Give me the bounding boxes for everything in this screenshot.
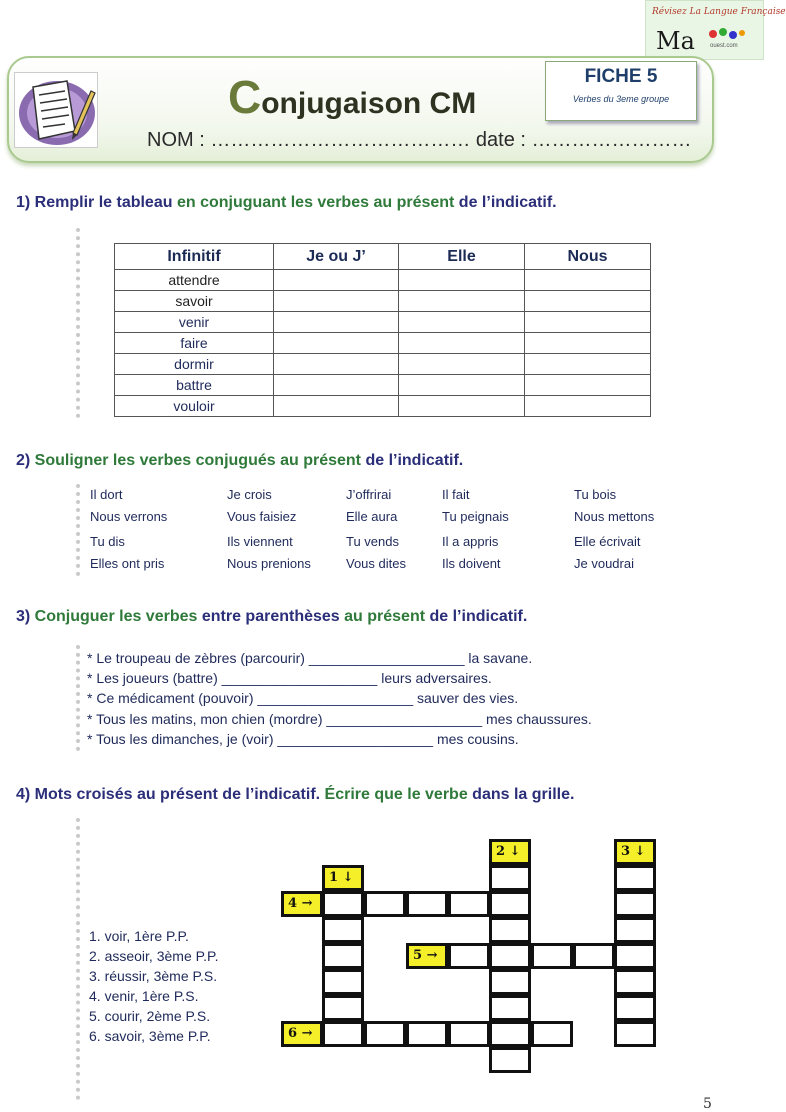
crossword-cell[interactable] bbox=[448, 1021, 490, 1047]
section-3-part2: entre parenthèses bbox=[197, 608, 340, 625]
infinitive-cell: venir bbox=[115, 312, 274, 333]
section-1-number: 1) bbox=[16, 194, 31, 211]
section-3-number: 3) bbox=[16, 608, 31, 625]
table-row bbox=[115, 291, 651, 312]
answer-cell[interactable] bbox=[274, 396, 399, 417]
header-nous: Nous bbox=[525, 244, 651, 270]
title-initial: C bbox=[228, 71, 262, 123]
verb-item[interactable]: Vous faisiez bbox=[227, 509, 297, 524]
infinitive-cell: attendre bbox=[115, 270, 274, 291]
answer-cell[interactable] bbox=[399, 375, 525, 396]
answer-cell[interactable] bbox=[274, 270, 399, 291]
verb-item[interactable]: Nous mettons bbox=[574, 509, 655, 524]
answer-cell[interactable] bbox=[274, 354, 399, 375]
section-1-part2: en conjuguant les verbes au présent bbox=[172, 194, 455, 211]
crossword-number-cell bbox=[489, 839, 531, 865]
infinitive-cell: savoir bbox=[115, 291, 274, 312]
answer-cell[interactable] bbox=[399, 270, 525, 291]
clue-number-label: 5 → bbox=[413, 948, 438, 963]
answer-cell[interactable] bbox=[399, 333, 525, 354]
verb-item[interactable]: Je crois bbox=[227, 487, 272, 502]
answer-cell[interactable] bbox=[525, 396, 651, 417]
section-4-part2: Écrire que le verbe bbox=[320, 786, 468, 803]
site-logo bbox=[645, 0, 786, 60]
table-header-row bbox=[115, 244, 651, 270]
crossword-cell[interactable] bbox=[322, 969, 364, 995]
clue-item: 6. savoir, 3ème P.P. bbox=[89, 1028, 211, 1044]
clue-item: 1. voir, 1ère P.P. bbox=[89, 928, 189, 944]
crossword-cell[interactable] bbox=[614, 1021, 656, 1047]
section-2-part1: Souligner les verbes conjugués au présent bbox=[30, 452, 361, 469]
clue-item: 3. réussir, 3ème P.S. bbox=[89, 968, 218, 984]
section-2-title bbox=[16, 452, 463, 470]
section-1-part1: Remplir le tableau bbox=[30, 194, 173, 211]
crossword-cell[interactable] bbox=[406, 1021, 448, 1047]
section-1-title bbox=[16, 194, 557, 212]
sentence-line[interactable]: * Le troupeau de zèbres (parcourir) ____________________ la savane. bbox=[87, 650, 533, 666]
crossword-number-cell bbox=[406, 943, 448, 969]
crossword-cell[interactable] bbox=[322, 995, 364, 1021]
section-4-title bbox=[16, 786, 574, 804]
verb-item[interactable]: Il dort bbox=[90, 487, 123, 502]
crossword-cell[interactable] bbox=[489, 943, 531, 969]
crossword-cell[interactable] bbox=[489, 969, 531, 995]
verb-item[interactable]: Tu vends bbox=[346, 534, 399, 549]
title-rest: onjugaison CM bbox=[261, 87, 477, 120]
section-3-part4: de l’indicatif. bbox=[425, 608, 528, 625]
writing-paper-icon bbox=[14, 72, 98, 148]
section-3-title bbox=[16, 608, 527, 626]
crossword-cell[interactable] bbox=[614, 917, 656, 943]
answer-cell[interactable] bbox=[274, 333, 399, 354]
crossword-cell[interactable] bbox=[489, 1021, 531, 1047]
table-row bbox=[115, 333, 651, 354]
section-3-part1: Conjuguer les verbes bbox=[30, 608, 198, 625]
crossword-cell[interactable] bbox=[322, 1021, 364, 1047]
dotted-margin bbox=[76, 484, 80, 576]
answer-cell[interactable] bbox=[525, 291, 651, 312]
crossword-cell[interactable] bbox=[531, 943, 573, 969]
crossword-cell[interactable] bbox=[448, 943, 490, 969]
verb-item[interactable]: Tu peignais bbox=[442, 509, 509, 524]
clue-item: 4. venir, 1ère P.S. bbox=[89, 988, 199, 1004]
answer-cell[interactable] bbox=[525, 375, 651, 396]
crossword-cell[interactable] bbox=[448, 891, 490, 917]
table-row bbox=[115, 375, 651, 396]
crossword-cell[interactable] bbox=[614, 865, 656, 891]
fiche-title: FICHE 5 bbox=[584, 66, 658, 87]
crossword-cell[interactable] bbox=[322, 917, 364, 943]
verb-item[interactable]: Nous verrons bbox=[90, 509, 168, 524]
clue-number-label: 6 → bbox=[288, 1026, 313, 1041]
answer-cell[interactable] bbox=[274, 312, 399, 333]
verb-item[interactable]: Ils doivent bbox=[442, 556, 501, 571]
section-4-part3: dans la grille. bbox=[467, 786, 575, 803]
verb-item[interactable]: Elle aura bbox=[346, 509, 398, 524]
dotted-margin bbox=[76, 645, 80, 751]
crossword-cell[interactable] bbox=[406, 891, 448, 917]
fiche-box bbox=[545, 61, 697, 121]
crossword-cell[interactable] bbox=[489, 891, 531, 917]
crossword-cell[interactable] bbox=[364, 1021, 406, 1047]
section-1-part3: de l’indicatif. bbox=[454, 194, 557, 211]
table-row bbox=[115, 354, 651, 375]
crossword-cell[interactable] bbox=[322, 943, 364, 969]
name-date-line: NOM : ………………………………… date : …………………… bbox=[147, 129, 692, 151]
conjugation-table bbox=[114, 243, 651, 417]
table-row bbox=[115, 270, 651, 291]
clue-item: 5. courir, 2ème P.S. bbox=[89, 1008, 211, 1024]
verb-item[interactable]: Elles ont pris bbox=[90, 556, 165, 571]
section-4-number: 4) bbox=[16, 786, 31, 803]
clue-number-label: 2 ↓ bbox=[496, 844, 521, 859]
answer-cell[interactable] bbox=[274, 291, 399, 312]
section-3-part3: au présent bbox=[339, 608, 426, 625]
dotted-margin bbox=[76, 818, 80, 1100]
answer-cell[interactable] bbox=[399, 312, 525, 333]
infinitive-cell: battre bbox=[115, 375, 274, 396]
crossword-cell[interactable] bbox=[364, 891, 406, 917]
page-title bbox=[228, 70, 476, 124]
verb-item[interactable]: Il a appris bbox=[442, 534, 499, 549]
clue-item: 2. asseoir, 3ème P.P. bbox=[89, 948, 219, 964]
crossword-cell[interactable] bbox=[614, 969, 656, 995]
sentence-line[interactable]: * Les joueurs (battre) ____________________ leurs adversaires. bbox=[87, 670, 492, 686]
sentence-line[interactable]: * Tous les matins, mon chien (mordre) ____________________ mes chaussures. bbox=[87, 711, 592, 727]
crossword-cell[interactable] bbox=[489, 995, 531, 1021]
crossword-cell[interactable] bbox=[614, 943, 656, 969]
crossword-cell[interactable] bbox=[531, 1021, 573, 1047]
infinitive-cell: dormir bbox=[115, 354, 274, 375]
header-elle: Elle bbox=[399, 244, 525, 270]
crossword-cell[interactable] bbox=[489, 1047, 531, 1073]
answer-cell[interactable] bbox=[399, 396, 525, 417]
verb-item[interactable]: Tu dis bbox=[90, 534, 125, 549]
logo-dots-icon bbox=[708, 27, 748, 41]
crossword-number-cell bbox=[614, 839, 656, 865]
clue-number-label: 3 ↓ bbox=[621, 844, 646, 859]
fiche-subtitle: Verbes du 3eme groupe bbox=[572, 94, 670, 104]
sentence-line[interactable]: * Tous les dimanches, je (voir) ____________________ mes cousins. bbox=[87, 731, 519, 747]
verb-item[interactable]: Nous prenions bbox=[227, 556, 311, 571]
answer-cell[interactable] bbox=[525, 333, 651, 354]
dotted-margin bbox=[76, 228, 80, 418]
verb-item[interactable]: Tu bois bbox=[574, 487, 617, 502]
answer-cell[interactable] bbox=[399, 354, 525, 375]
answer-cell[interactable] bbox=[525, 354, 651, 375]
infinitive-cell: faire bbox=[115, 333, 274, 354]
crossword-number-cell bbox=[281, 1021, 323, 1047]
section-4-part1: Mots croisés au présent de l’indicatif. bbox=[30, 786, 321, 803]
crossword-cell[interactable] bbox=[614, 995, 656, 1021]
crossword-cell[interactable] bbox=[573, 943, 615, 969]
header-infinitif: Infinitif bbox=[115, 244, 274, 270]
clue-number-label: 1 ↓ bbox=[329, 870, 354, 885]
logo-url-text: ouest.com bbox=[710, 43, 738, 49]
sentence-line[interactable]: * Ce médicament (pouvoir) ____________________ sauver des vies. bbox=[87, 690, 519, 706]
page-number: 5 bbox=[703, 1096, 712, 1112]
crossword-number-cell bbox=[281, 891, 323, 917]
verb-item[interactable]: Ils viennent bbox=[227, 534, 293, 549]
table-row bbox=[115, 312, 651, 333]
crossword-cell[interactable] bbox=[614, 891, 656, 917]
verb-item[interactable]: Il fait bbox=[442, 487, 470, 502]
verb-item[interactable]: J’offrirai bbox=[346, 487, 392, 502]
logo-ma-text: Ma bbox=[656, 27, 695, 55]
clue-number-label: 4 → bbox=[288, 896, 313, 911]
answer-cell[interactable] bbox=[525, 312, 651, 333]
infinitive-cell: vouloir bbox=[115, 396, 274, 417]
crossword-cell[interactable] bbox=[489, 865, 531, 891]
verb-item[interactable]: Elle écrivait bbox=[574, 534, 641, 549]
section-2-part2: de l’indicatif. bbox=[361, 452, 464, 469]
crossword-cell[interactable] bbox=[322, 891, 364, 917]
logo-top-text: Révisez La Langue Française bbox=[652, 7, 786, 17]
section-2-number: 2) bbox=[16, 452, 31, 469]
crossword-cell[interactable] bbox=[489, 917, 531, 943]
verb-item[interactable]: Je voudrai bbox=[574, 556, 634, 571]
verb-item[interactable]: Vous dites bbox=[346, 556, 406, 571]
crossword-number-cell bbox=[322, 865, 364, 891]
header-je: Je ou J’ bbox=[274, 244, 399, 270]
answer-cell[interactable] bbox=[274, 375, 399, 396]
answer-cell[interactable] bbox=[399, 291, 525, 312]
table-row bbox=[115, 396, 651, 417]
answer-cell[interactable] bbox=[525, 270, 651, 291]
